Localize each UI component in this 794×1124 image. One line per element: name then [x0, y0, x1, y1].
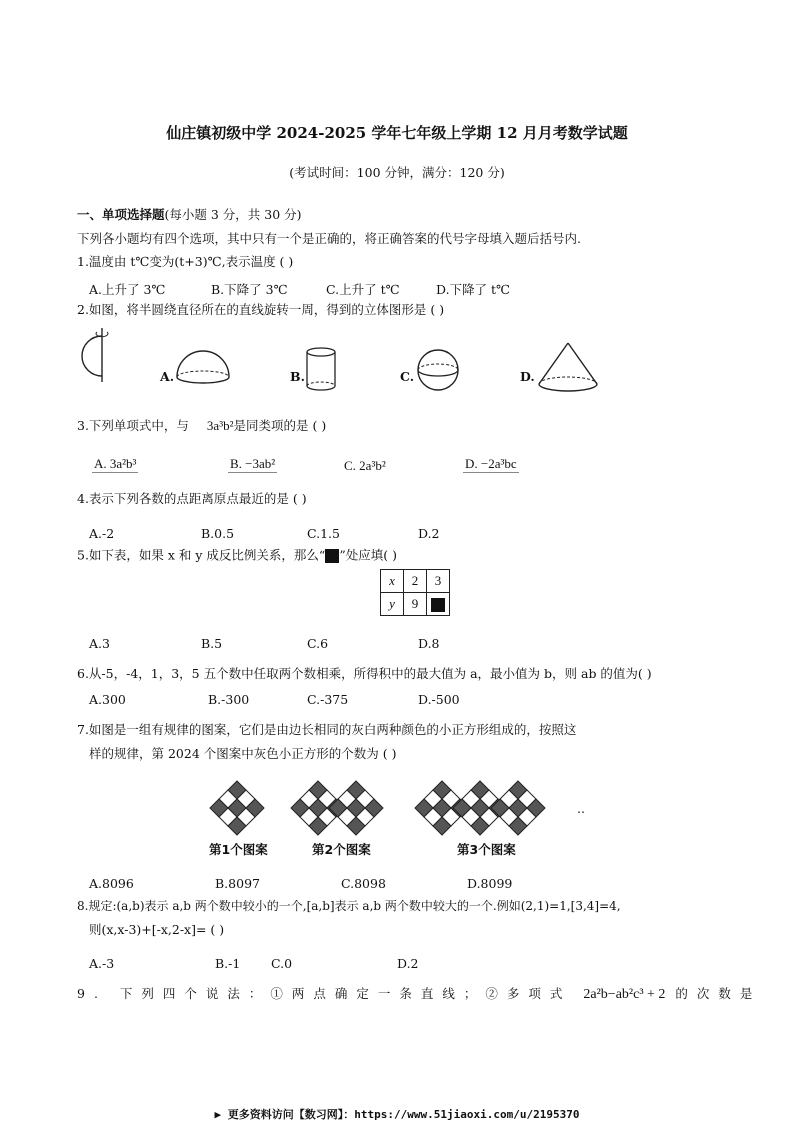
q4-option-a[interactable]: A.-2 — [89, 526, 115, 541]
section-title: 一、单项选择题 — [77, 207, 165, 222]
cylinder-figure — [303, 346, 339, 394]
q3-stem-pre: 3.下列单项式中，与 — [77, 418, 189, 433]
table-cell: 9 — [404, 593, 427, 616]
q5-stem — [77, 549, 397, 563]
semicircle-figure — [80, 326, 120, 384]
q6-option-b[interactable]: B.-300 — [208, 692, 250, 707]
q8-option-a[interactable]: A.-3 — [89, 956, 115, 971]
q2-label-b[interactable]: B. — [290, 369, 305, 384]
q1-option-c[interactable]: C.上升了 t℃ — [326, 282, 400, 297]
q1-stem: 1.温度由 t℃变为(t+3)℃,表示温度 ( ) — [77, 254, 294, 269]
page-title: 仙庄镇初级中学 2024-2025 学年七年级上学期 12 月月考数学试题 — [166, 124, 628, 142]
pattern-figure-2 — [289, 779, 395, 837]
q7-option-a[interactable]: A.8096 — [89, 876, 134, 891]
q7-option-d[interactable]: D.8099 — [467, 876, 513, 891]
exam-info: (考试时间：100 分钟，满分：120 分) — [289, 165, 505, 180]
q4-option-c[interactable]: C.1.5 — [307, 526, 340, 541]
black-square-icon — [325, 549, 339, 563]
q7-stem-line2: 样的规律，第 2024 个图案中灰色小正方形的个数为 ( ) — [89, 746, 397, 761]
blank-cell — [427, 593, 450, 616]
q9-polynomial: 2a²b−ab²c³ + 2 — [583, 987, 666, 1002]
q8-option-c[interactable]: C.0 — [271, 956, 293, 971]
q2-stem: 2.如图，将半圆绕直径所在的直线旋转一周，得到的立体图形是 ( ) — [77, 302, 445, 317]
q7-option-c[interactable]: C.8098 — [341, 876, 386, 891]
pattern-caption-3: 第3个图案 — [457, 842, 516, 857]
table-cell: x — [381, 570, 404, 593]
q4-option-b[interactable]: B.0.5 — [201, 526, 235, 541]
black-square-icon — [431, 598, 445, 612]
q8-stem-line2: 则(x,x-3)+[-x,2-x]= ( ) — [89, 922, 225, 937]
q3-option-c[interactable]: C. 2a³b² — [344, 458, 386, 473]
hemisphere-figure — [173, 347, 233, 387]
q2-label-d[interactable]: D. — [520, 369, 535, 384]
q6-option-d[interactable]: D.-500 — [418, 692, 460, 707]
q5-stem-pre: 5.如下表，如果 x 和 y 成反比例关系，那么“ — [77, 547, 326, 563]
pattern-figure-3 — [413, 779, 559, 837]
q8-option-b[interactable]: B.-1 — [215, 956, 241, 971]
pattern-caption-2: 第2个图案 — [312, 842, 371, 857]
q9-stem — [77, 988, 761, 1002]
q2-label-c[interactable]: C. — [400, 369, 415, 384]
xy-table — [380, 569, 450, 616]
pattern-caption-1: 第1个图案 — [209, 842, 268, 857]
pattern-figure-1 — [208, 779, 276, 837]
q4-option-d[interactable]: D.2 — [418, 526, 440, 541]
q3-monomial: 3a³b² — [206, 418, 234, 433]
section-note: (每小题 3 分，共 30 分) — [164, 207, 302, 222]
table-cell: 2 — [404, 570, 427, 593]
q3-option-d[interactable]: D. −2a³bc — [465, 456, 517, 471]
q7-stem-line1: 7.如图是一组有规律的图案，它们是由边长相同的灰白两种颜色的小正方形组成的，按照这 — [77, 722, 577, 737]
cone-figure — [535, 340, 601, 396]
q7-option-b[interactable]: B.8097 — [215, 876, 260, 891]
q4-stem: 4.表示下列各数的点距离原点最近的是 ( ) — [77, 491, 307, 506]
q1-option-a[interactable]: A.上升了 3℃ — [89, 282, 166, 297]
q1-option-d[interactable]: D.下降了 t℃ — [436, 282, 511, 297]
q2-label-a[interactable]: A. — [160, 369, 175, 384]
q5-stem-post: ”处应填( ) — [339, 547, 397, 563]
q3-option-a[interactable]: A. 3a²b³ — [94, 456, 137, 471]
q5-option-d[interactable]: D.8 — [418, 636, 440, 651]
pattern-ellipsis: .. — [577, 801, 585, 816]
q6-option-c[interactable]: C.-375 — [307, 692, 349, 707]
q9-stem-pre: 9. 下列四个说法：①两点确定一条直线；②多项式 — [77, 986, 572, 1001]
q8-stem-line1: 8.规定:(a,b)表示 a,b 两个数中较小的一个,[a,b]表示 a,b 两个数中较大的一个.例如(2,1)=1,[3,4]=4, — [77, 899, 621, 913]
section-instruction: 下列各小题均有四个选项，其中只有一个是正确的，将正确答案的代号字母填入题后括号内. — [77, 231, 581, 246]
footer-link[interactable]: ▶ 更多资料访问【数习网】：https://www.51jiaoxi.com/u/2195370 — [214, 1108, 580, 1121]
table-row — [381, 570, 450, 593]
section-heading — [77, 209, 302, 222]
q1-option-b[interactable]: B.下降了 3℃ — [211, 282, 288, 297]
table-cell: y — [381, 593, 404, 616]
q8-option-d[interactable]: D.2 — [397, 956, 419, 971]
table-row — [381, 593, 450, 616]
sphere-figure — [414, 346, 462, 394]
table-cell: 3 — [427, 570, 450, 593]
q5-option-a[interactable]: A.3 — [89, 636, 110, 651]
q6-stem: 6.从-5，-4，1，3，5 五个数中任取两个数相乘，所得积中的最大值为 a，最小值为 b，则 ab 的值为( ) — [77, 666, 652, 681]
q9-stem-post: 的次数是 — [675, 986, 762, 1001]
q6-option-a[interactable]: A.300 — [89, 692, 126, 707]
q5-option-c[interactable]: C.6 — [307, 636, 329, 651]
q5-option-b[interactable]: B.5 — [201, 636, 223, 651]
q3-option-b[interactable]: B. −3ab² — [230, 456, 276, 471]
q3-stem — [77, 419, 326, 433]
q3-stem-post: 是同类项的是 ( ) — [233, 418, 327, 433]
